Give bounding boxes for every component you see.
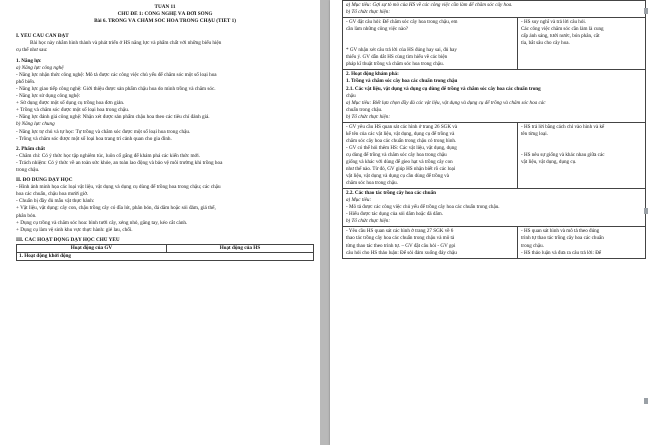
cell-text-line: - HS quan sát hình và mô tả theo đúng (521, 228, 600, 235)
text-line: phổ biến. (16, 78, 36, 85)
text-line: - Năng lực đánh giá công nghệ: Nhận xét được sản phẩm chậu hoa theo các tiêu chí đánh giá. (16, 114, 210, 121)
text-line: + Vật liệu, vật dụng: cây con, chậu trồng cây có đĩa lót, phân bón, đá dăm hoặc sỏi đảm, giá thể, (16, 205, 216, 212)
cell-text-line: - HS suy nghĩ và trả lời câu hỏi. (521, 19, 587, 26)
cell-text-line: - HS nêu sự giống và khác nhau giữa các (521, 151, 605, 158)
row-explore-header (343, 70, 646, 122)
text-line: I. YÊU CẦU CẦN ĐẠT (16, 33, 69, 40)
cell-text-line: b) Tổ chức thực hiện: (346, 218, 391, 225)
cell-text-line: - Hiểu được tác dụng của sỏi dăm hoặc đá dăm. (346, 211, 443, 218)
gv-materials-cell (343, 122, 518, 188)
text-line: hoa các chuẩn, chậu hoa mười giờ. (16, 191, 89, 198)
cell-text-line: thiếu ý. GV dẫn dắt HS cùng tìm hiểu về các biện (346, 54, 448, 61)
cell-text-line: a) Mục tiêu: Gợi sự tò mò của HS về các công việc cần làm để chăm sóc cây hoa. (346, 2, 513, 8)
document-page-1 (0, 0, 320, 445)
text-line: III. CÁC HOẠT ĐỘNG DẠY HỌC CHỦ YẾU (16, 236, 120, 243)
text-line: - Năng lực tự chủ và tự học: Tự trồng và chăm sóc được một số loại hoa trong chậu. (16, 128, 191, 135)
cell-text-line: chăm sóc cây hoa các chuẩn trong chậu có trong hình. (346, 137, 457, 144)
text-line: 1. Năng lực (16, 57, 42, 64)
row-warmup: 1. Hoạt động khởi động (17, 252, 314, 260)
cell-text-line: cần làm những công việc nào? (346, 26, 409, 33)
col-header-gv: Hoạt động của GV (17, 244, 167, 252)
text-line: 2. Phẩm chất (16, 145, 45, 152)
cell-text-line: câu hỏi cho HS thảo luận: Để sỏi đảm xuống đáy chậu (346, 249, 457, 256)
cell-text-line: - Yêu cầu HS quan sát các hình ở trang 27 SGK về 6 (346, 228, 454, 235)
text-line: - Năng lực nhận thức công nghệ: Mô tả được các công việc chủ yếu để chăm sóc một số loại hoa (16, 71, 217, 78)
document-page-2 (330, 0, 650, 445)
cell-text-line: trình tự thao tác trồng cây hoa các chuẩn (521, 235, 604, 242)
topic-title: CHỦ ĐỀ 1: CÔNG NGHỆ VÀ ĐỜI SỐNG (117, 11, 213, 18)
cell-text-line: 2.1. Các vật liệu, vật dụng và dụng cụ dùng để trồng và chăm sóc cây hoa các chuẩn trong (346, 85, 541, 92)
cell-text-line: từng thao tác theo trình tự. – GV đặt câu hỏi - GV gọi (346, 242, 456, 249)
hs-warmup-cell (518, 18, 646, 70)
cell-text-line: b) Tổ chức thực hiện: (346, 113, 391, 120)
hs-planting-cell (518, 227, 646, 258)
cell-text-line: trong chậu. (521, 242, 544, 249)
cell-text-line: kể tên của các vật liệu, vật dụng, dụng cụ để trồng và (346, 130, 455, 137)
cell-text-line: vật liệu, vật dụng, dụng cụ. (521, 158, 577, 165)
cell-text-line: * GV nhận xét câu trả lời của HS đúng hay sai, đủ hay (346, 47, 457, 54)
cell-text-line: vật liệu, vật dụng và dụng cụ cần dùng để trồng và (346, 173, 449, 180)
text-line: + Dụng cụ trồng và chăm sóc hoa: bình tưới cây, xẻng nhỏ, găng tay, kéo cắt cành. (16, 219, 188, 226)
activity-table-continued (342, 0, 646, 259)
margin-marker (644, 398, 648, 404)
cell-text-line (346, 40, 514, 47)
text-line: phân bón. (16, 212, 37, 219)
page-gap (320, 0, 330, 445)
cell-text-line: a) Mục tiêu: Biết lựa chọn đầy đủ các vật liệu, vật dụng và dụng cụ để trồng và chăm sóc hoa các (346, 99, 546, 106)
text-line: + Trồng và chăm sóc được một số loại hoa trong chậu. (16, 107, 130, 114)
cell-text-line: 1. Trồng và chăm sóc cây hoa các chuẩn trong chậu (346, 78, 458, 85)
text-line: trong chậu. (16, 166, 40, 173)
text-line: + Dụng cụ làm vệ sinh khu vực thực hành: giẻ lau, chổi. (16, 226, 133, 233)
cell-text-line (521, 138, 642, 145)
cell-text-line: cụ dùng để trồng và chăm sóc cây hoa trong chậu (346, 151, 447, 158)
text-line: - Trồng và chăm sóc được một số loại hoa trang trí cảnh quan cho gia đình. (16, 135, 172, 142)
text-line: - Chăm chỉ: Có ý thức học tập nghiêm túc, luôn cố gắng để khám phá các kiến thức mới. (16, 152, 200, 159)
cell-text-line: tên từng loại. (521, 130, 548, 137)
text-line: II. ĐỒ DÙNG DẠY HỌC (16, 177, 73, 184)
cell-text-line (521, 145, 642, 152)
text-line: - Năng lực giao tiếp công nghệ: Giới thiệu được sản phẩm chậu hoa do mình trồng và chăm sóc. (16, 85, 216, 92)
text-line: - Trách nhiệm: Có ý thức về an toàn sức khỏe, an toàn lao động và bảo vệ môi trường khi trồng hoa (16, 159, 223, 166)
cell-text-line: 2.2. Các thao tác trồng cây hoa các chuẩn (346, 190, 436, 197)
cell-text-line: thao tác trồng cây hoa các chuẩn trong chậu và mô tả (346, 235, 455, 242)
cell-text-line: - GV có thể hỏi thêm HS: Các vật liệu, vật dụng, dụng (346, 144, 457, 151)
cell-text-line: Các công việc chăm sóc cần làm là cung (521, 26, 604, 33)
text-line: + Sử dụng được một số dụng cụ trồng hoa đơn giản. (16, 100, 125, 107)
page-1-content (16, 4, 314, 261)
margin-marker (644, 208, 648, 214)
col-header-hs: Hoạt động của HS (166, 244, 313, 252)
cell-text-line: - HS thảo luận và đưa ra câu trả lời: Để (521, 249, 602, 256)
text-line: b) Năng lực chung (16, 121, 55, 128)
cell-text-line: b) Tổ chức thực hiện: (346, 9, 391, 16)
text-line: - Hình ảnh minh họa các loại vật liệu, vật dụng và dụng cụ dùng để trồng hoa trong chậu; các chậu (16, 184, 221, 191)
activity-table (16, 244, 314, 261)
cell-text-line: - GV yêu cầu HS quan sát các hình ở trang 26 SGK và (346, 123, 458, 130)
lesson-body (16, 33, 314, 244)
text-line: - Chuẩn bị đầy đủ mẫu vật thực hành: (16, 198, 95, 205)
page-2-content (342, 0, 646, 259)
cell-text-line: pháp kĩ thuật trồng và chăm sóc hoa trong chậu. (346, 61, 444, 68)
cell-text-line: tỉa, bắt sâu cho cây hoa. (521, 40, 570, 47)
cell-text-line (346, 33, 514, 40)
cell-text-line: chuẩn trong chậu. (346, 106, 383, 113)
cell-text-line: giống và khác với dùng để gieo hạt và trồng cây con (346, 158, 453, 165)
margin-marker (644, 8, 648, 14)
gv-planting-cell (343, 227, 518, 258)
gv-warmup-cell (343, 18, 518, 70)
cell-text-line: a) Mục tiêu: (346, 197, 372, 204)
cell-text-line: như thế nào. Từ đó, GV giúp HS nhận biết rõ các loại (346, 166, 456, 173)
cell-text-line: - Mô tả được các công việc chủ yếu để trồng cây hoa các chuẩn trong chậu. (346, 204, 500, 211)
cell-text-line: - HS trả lời bằng cách chỉ vào hình và kể (521, 123, 605, 130)
hs-materials-cell (518, 122, 646, 188)
cell-text-line: cấp ánh sáng, tưới nước, bón phân, cắt (521, 33, 600, 40)
lesson-title: Bài 6. TRỒNG VÀ CHĂM SÓC HOA TRONG CHẬU (TIẾT 1) (94, 18, 236, 25)
text-line: cụ thể như sau: (16, 47, 48, 54)
text-line: a) Năng lực công nghệ (16, 64, 64, 71)
cell-text-line: chậu (346, 92, 356, 99)
week-title: TUẦN 11 (154, 4, 176, 10)
cell-text-line: 2. Hoạt động khám phá: (346, 71, 399, 78)
row-planting-header (343, 189, 646, 227)
cell-text-line: chăm sóc hoa trong chậu. (346, 180, 398, 187)
text-line: Bài học này nhằm hình thành và phát triển ở HS năng lực và phẩm chất với những biểu hiện (30, 40, 222, 47)
cell-text-line: - GV đặt câu hỏi: Để chăm sóc cây hoa trong chậu, em (346, 19, 458, 26)
text-line: - Năng lực sử dụng công nghệ: (16, 93, 81, 100)
row-warmup-goal (343, 1, 646, 18)
